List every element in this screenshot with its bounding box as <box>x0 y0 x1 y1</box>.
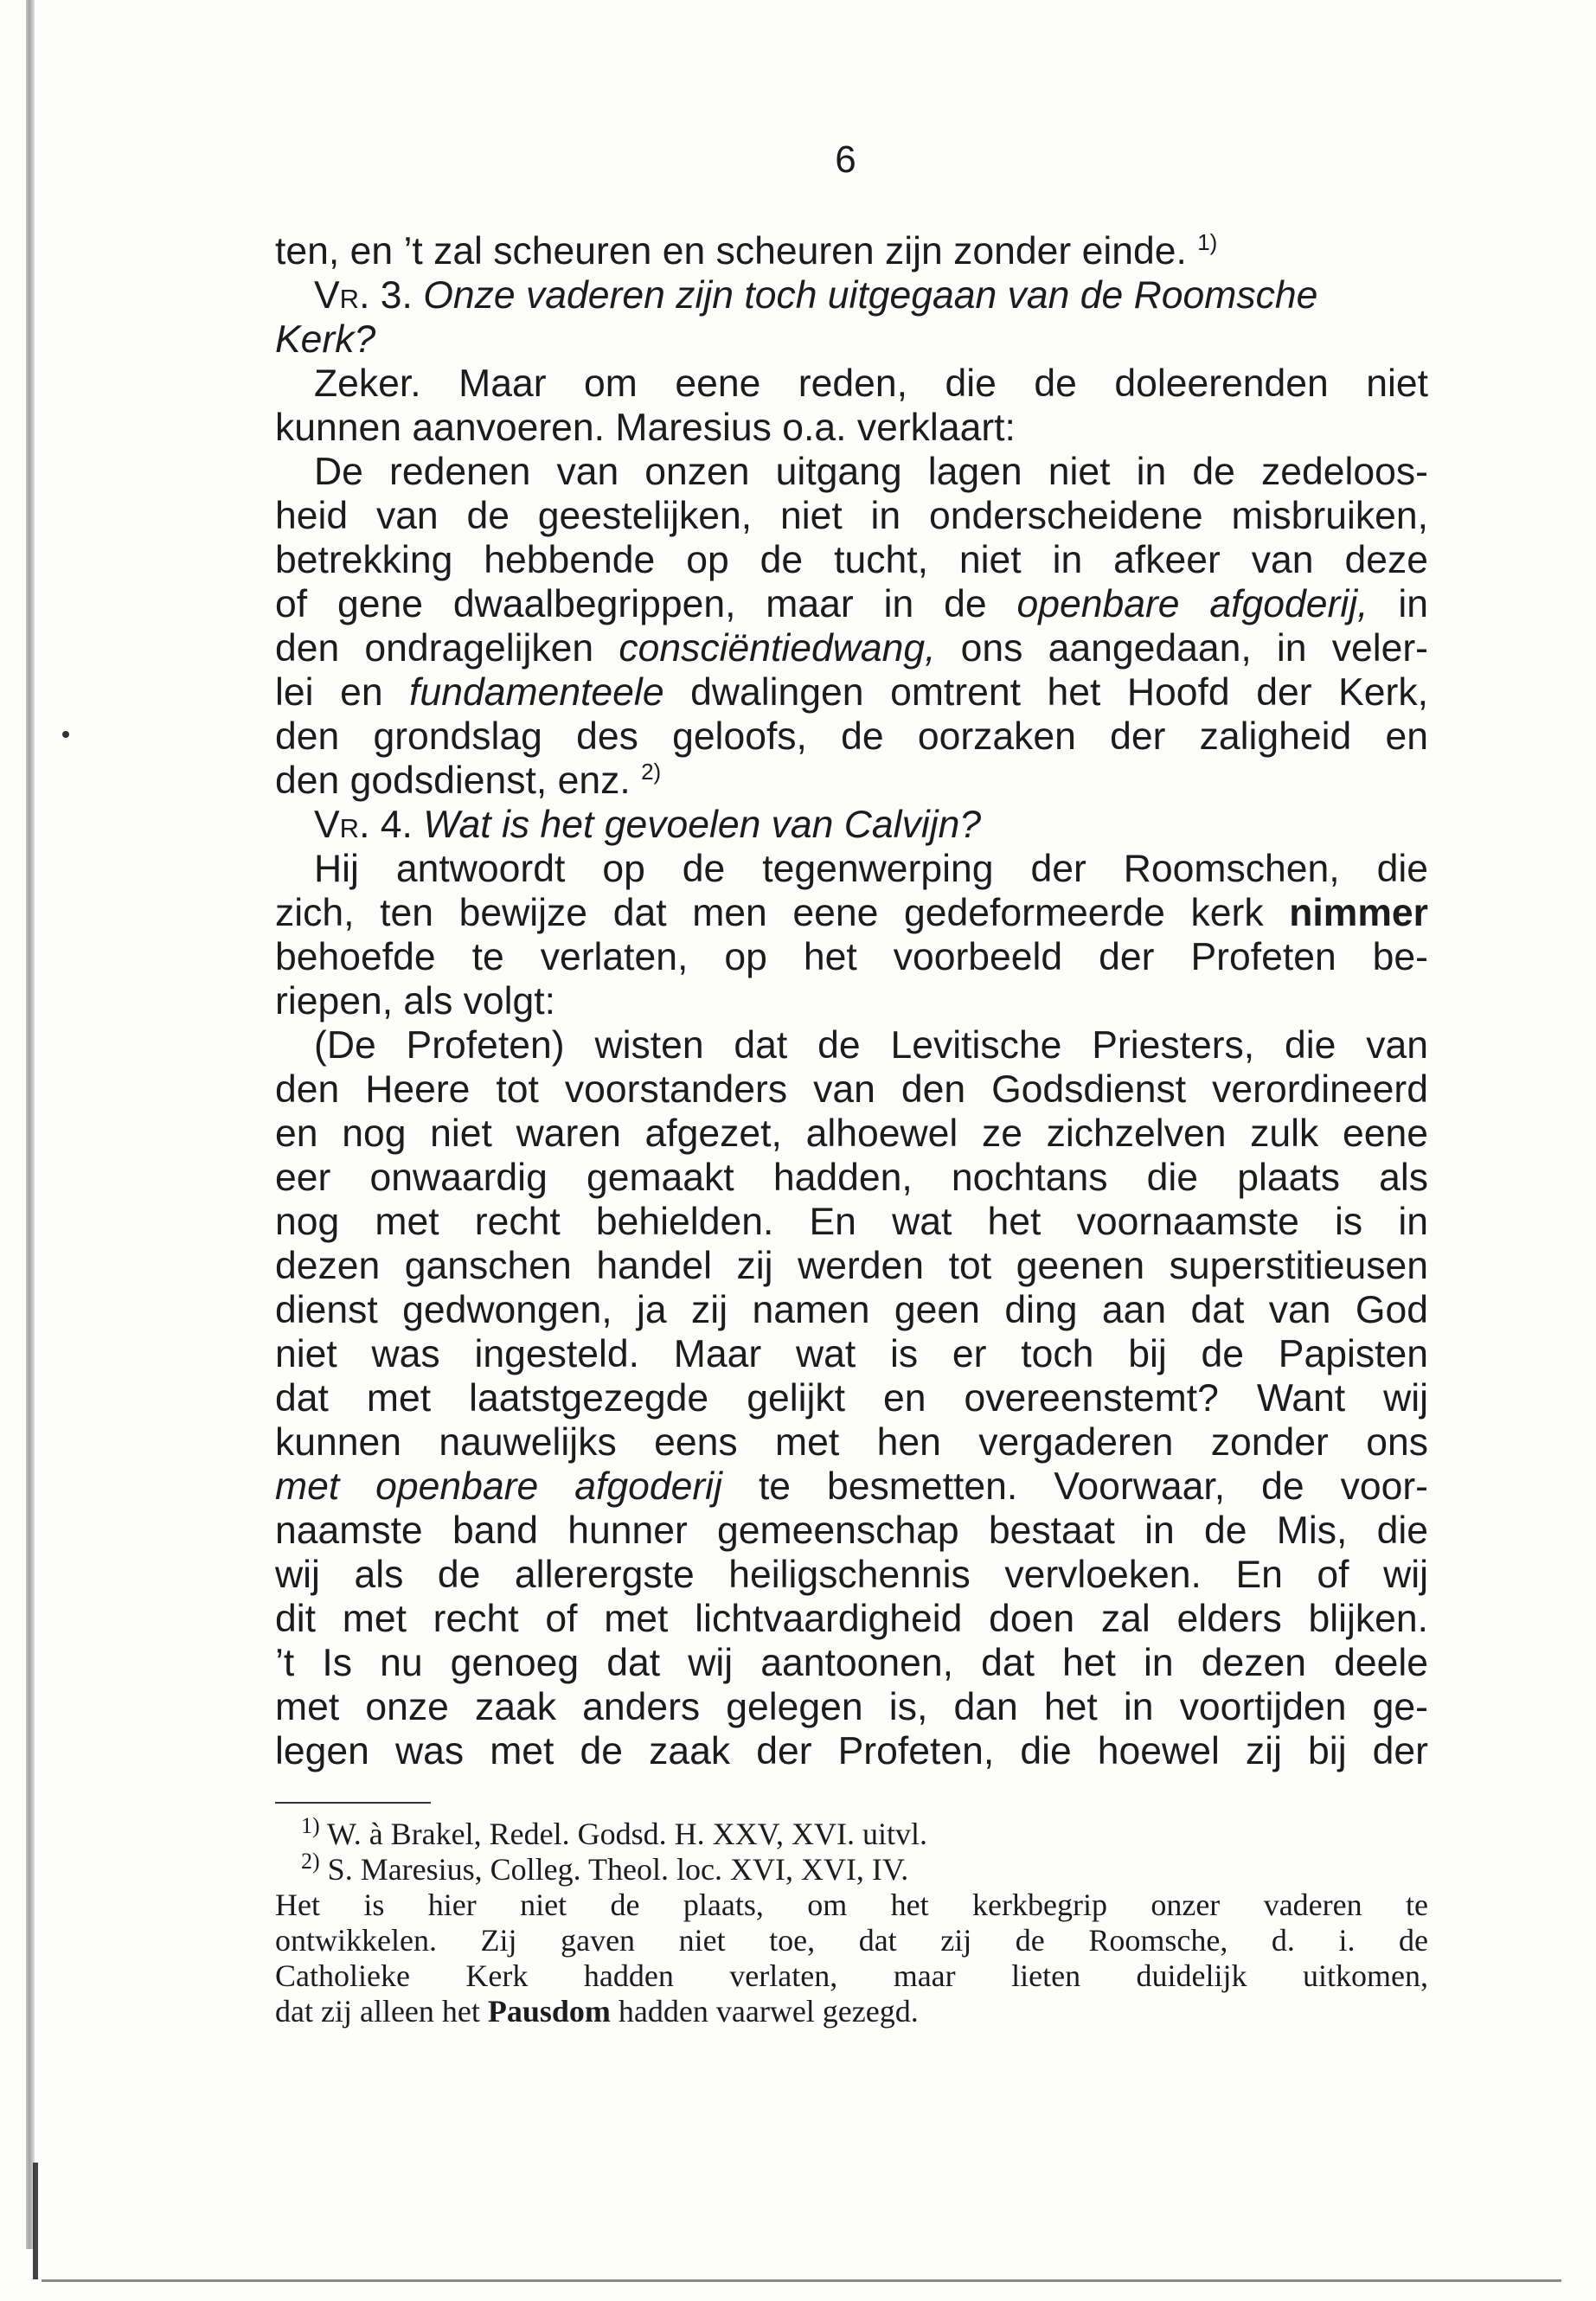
text-line: nog met recht behielden. En wat het voornaamste is in <box>275 1201 1428 1243</box>
text-line: kunnen nauwelijks eens met hen vergaderen zonder ons <box>275 1421 1428 1464</box>
footnote-ref-2: 2) <box>641 759 662 785</box>
text-line: (De Profeten) wisten dat de Levitische Priesters, die van <box>314 1024 1428 1067</box>
body-text <box>275 229 1428 1773</box>
text-line: zich, ten bewijze dat men eene gedeformeerde kerk nimmer <box>275 892 1428 934</box>
text-line: eer onwaardig gemaakt hadden, nochtans die plaats als <box>275 1157 1428 1199</box>
text-line: kunnen aanvoeren. Maresius o.a. verklaart: <box>275 407 1016 449</box>
question-4: Vr. 4. Wat is het gevoelen van Calvijn? <box>314 804 982 846</box>
text-line: dat met laatstgezegde gelijkt en overeenstemt? Want wij <box>275 1377 1428 1420</box>
book-spine-shadow <box>26 0 35 2249</box>
text-line: betrekking hebbende op de tucht, niet in afkeer van deze <box>275 539 1428 581</box>
text-line: legen was met de zaak der Profeten, die hoewel zij bij der <box>275 1730 1428 1772</box>
text-line: Hij antwoordt op de tegenwerping der Roomschen, die <box>314 848 1428 890</box>
text-line: niet was ingesteld. Maar wat is er toch bij de Papisten <box>275 1333 1428 1375</box>
text-line: dit met recht of met lichtvaardigheid doen zal elders blijken. <box>275 1598 1428 1640</box>
footnote-text: dat zij alleen het Pausdom hadden vaarwel gezegd. <box>275 1994 919 2029</box>
text-line: met onze zaak anders gelegen is, dan het in voortijden ge- <box>275 1686 1428 1728</box>
footnote-2: $^{2)}$ S. Maresius, Colleg. Theol. loc. XVI, XVI, IV. <box>301 1852 909 1887</box>
question-3: Vr. 3. Onze vaderen zijn toch uitgegaan van de Roomsche <box>314 274 1318 317</box>
text-line: De redenen van onzen uitgang lagen niet in de zedeloos- <box>314 451 1428 493</box>
text-line: en nog niet waren afgezet, alhoewel ze zichzelven zulk eene <box>275 1112 1428 1155</box>
footnote-text: Het is hier niet de plaats, om het kerkbegrip onzer vaderen te <box>275 1888 1428 1922</box>
margin-speck <box>62 731 69 738</box>
text-line: lei en fundamenteele dwalingen omtrent het Hoofd der Kerk, <box>275 671 1428 714</box>
text-line: of gene dwaalbegrippen, maar in de openbare afgoderij, in <box>275 583 1428 625</box>
footnote-text: ontwikkelen. Zij gaven niet toe, dat zij de Roomsche, d. i. de <box>275 1923 1428 1958</box>
footnote-divider <box>275 1802 431 1804</box>
text-line: den grondslag des geloofs, de oorzaken der zaligheid en <box>275 715 1428 758</box>
text-line: den Heere tot voorstanders van den Godsdienst verordineerd <box>275 1068 1428 1111</box>
text-line: den godsdienst, enz. $^{2)}$ <box>275 759 662 802</box>
footnote-ref-1: 1) <box>1197 229 1218 256</box>
text-line: dezen ganschen handel zij werden tot geenen superstitieusen <box>275 1245 1428 1287</box>
text-line: ’t Is nu genoeg dat wij aantoonen, dat het in dezen deele <box>275 1642 1428 1684</box>
text-line: ten, en ’t zal scheuren en scheuren zijn zonder einde. $^{1)}$ <box>275 229 1218 272</box>
footnote-1: $^{1)}$ W. à Brakel, Redel. Godsd. H. XXV, XVI. uitvl. <box>301 1817 927 1851</box>
text-line: naamste band hunner gemeenschap bestaat in de Mis, die <box>275 1509 1428 1552</box>
footnote-text: Catholieke Kerk hadden verlaten, maar lieten duidelijk uitkomen, <box>275 1958 1428 1993</box>
footnotes <box>275 1817 1428 2029</box>
text-line: den ondragelijken consciëntiedwang, ons aangedaan, in veler- <box>275 627 1428 670</box>
page-number: 6 <box>835 138 856 181</box>
text-line: Zeker. Maar om eene reden, die de doleerenden niet <box>314 362 1428 405</box>
page-bottom-edge <box>42 2279 1561 2282</box>
book-spine-edge <box>33 2163 38 2279</box>
text-line: wij als de allerergste heiligschennis vervloeken. En of wij <box>275 1554 1428 1596</box>
text-line: dienst gedwongen, ja zij namen geen ding aan dat van God <box>275 1289 1428 1331</box>
question-label: Vr. 4. <box>314 804 413 846</box>
text-line: heid van de geestelijken, niet in onderscheidene misbruiken, <box>275 495 1428 537</box>
text-line: met openbare afgoderij te besmetten. Voorwaar, de voor- <box>275 1465 1428 1508</box>
text-line: Kerk? <box>275 318 376 361</box>
question-label: Vr. 3. <box>314 274 413 317</box>
text-line: riepen, als volgt: <box>275 980 556 1022</box>
text-line: behoefde te verlaten, op het voorbeeld der Profeten be- <box>275 936 1428 978</box>
